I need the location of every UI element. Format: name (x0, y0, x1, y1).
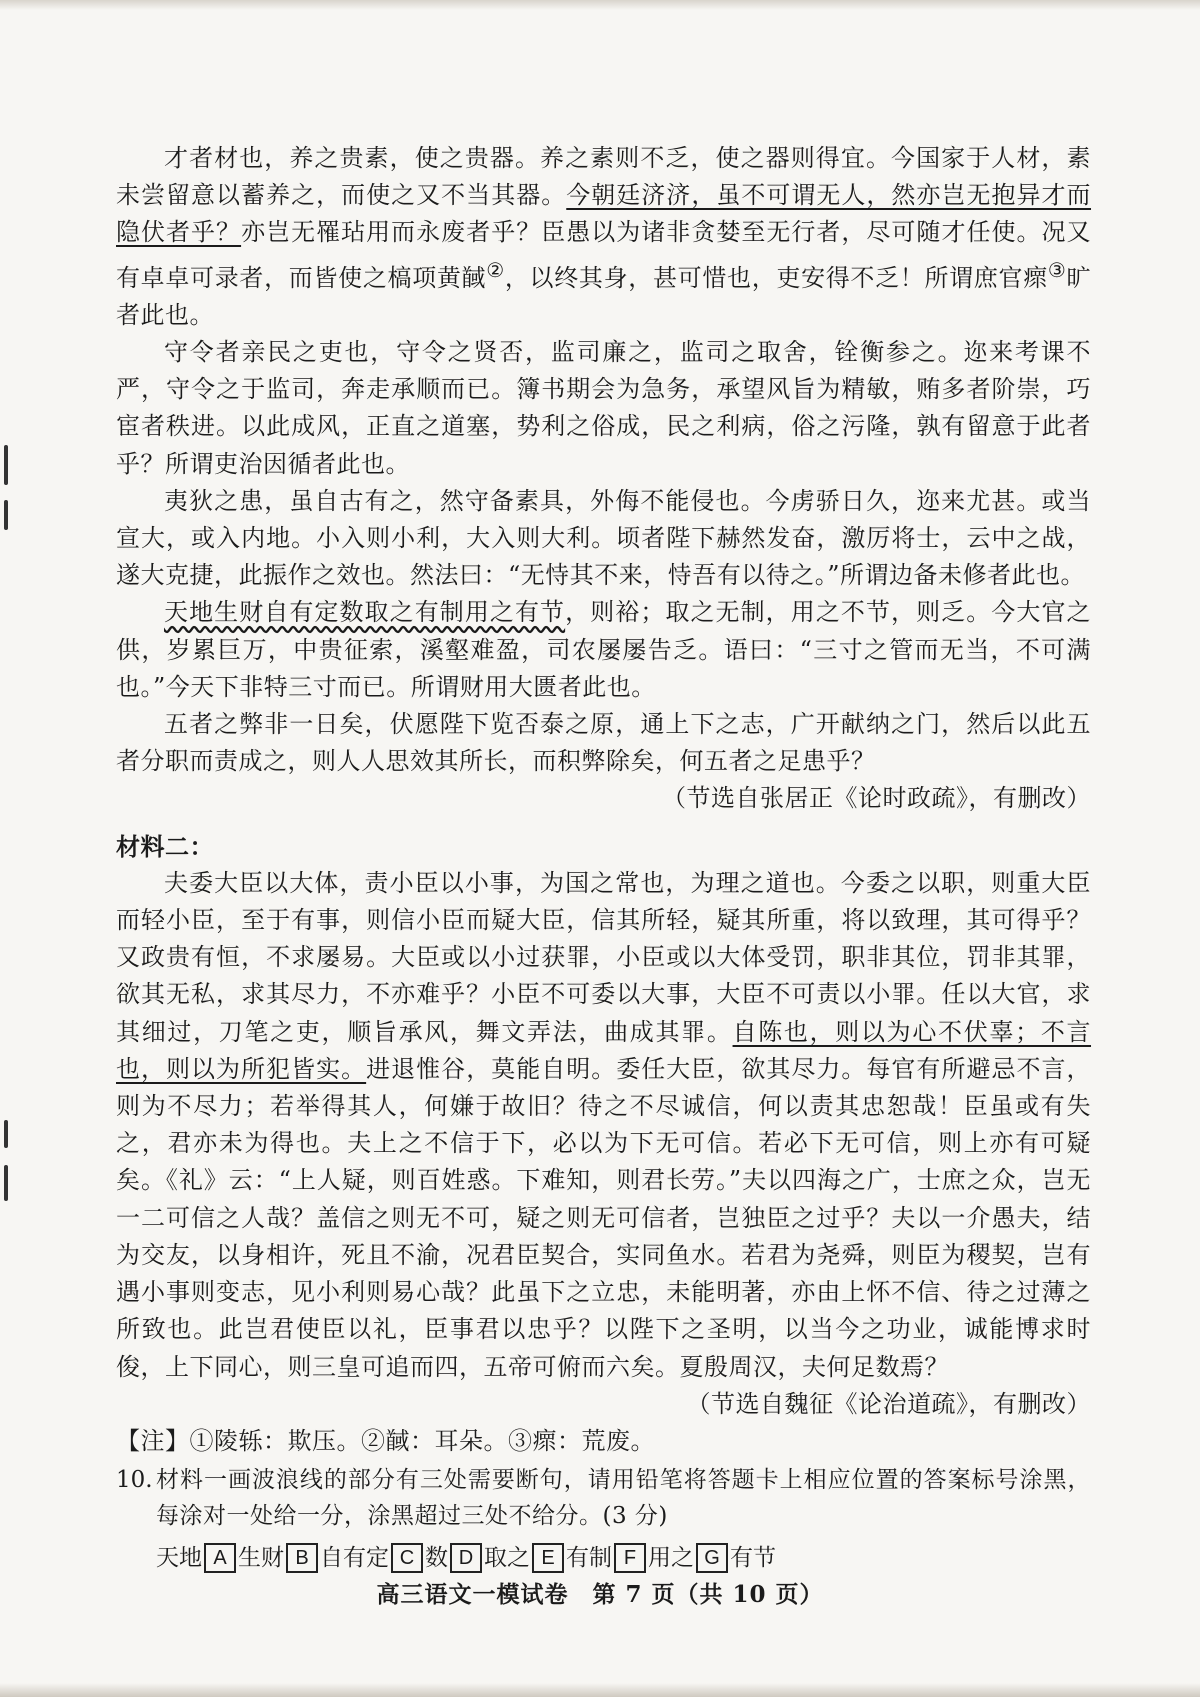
text-segment: 取之 (484, 1545, 530, 1572)
text-span: ，以终其身，甚可惜也，吏安得不乏！所谓庶官瘝 (504, 263, 1048, 292)
binder-hole-mark (4, 445, 8, 485)
binder-hole-mark (4, 1165, 8, 1201)
text-segment: 自有定 (320, 1545, 389, 1572)
text-segment: 有制 (566, 1545, 612, 1572)
text-segment: 有节 (730, 1545, 776, 1572)
footnote-ref: ③ (1047, 257, 1067, 282)
scan-edge-bottom (0, 1683, 1200, 1697)
text-span: 旷者此也。 (116, 263, 1092, 329)
text-span: 夫委大臣以大体，责小臣以小事，为国之常也，为理之道也。今委之以职，则重大臣而轻小臣，至于有事，则信小臣而疑大臣，信其所轻，疑其所重，将以致理，其可得乎？又政贵有恒，不求屡易。大臣或以小过获罪，小臣或以大体受罚，职非其位，罚非其罪，欲其无私，求其尽力，不亦难乎？小臣不可委以大事，大臣不可责以小罪。任以大官，求其细过，刀笔之吏，顺旨承风，舞文弄法，曲成其罪。 (116, 868, 1091, 1046)
binder-hole-mark (4, 1120, 8, 1148)
text-segment: 生财 (238, 1545, 284, 1572)
question-10 (116, 1462, 1091, 1534)
material1-paragraph-5: 五者之弊非一日矣，伏愿陛下览否泰之原，通上下之志，广开献纳之门，然后以此五者分职而责成之，则人人思效其所长，而积弊除矣，何五者之足患乎？ (116, 710, 1091, 776)
text-span: 进退惟谷，莫能自明。委任大臣，欲其尽力。每官有所避忌不言，则为不尽力；若举得其人，何嫌于故旧？待之不尽诚信，何以责其忠恕哉！臣虽或有失之，君亦未为得也。夫上之不信于下，必以为下无可信。若必下无可信，则上亦有可疑矣。《礼》云：“上人疑，则百姓惑。下难知，则君长劳。”夫以四海之广，士庶之众，岂无一二可信之人哉？盖信之则无不可，疑之则无可信者，岂独臣之过乎？夫以一介愚夫，结为交友，以身相许，死且不渝，况君臣契合，实同鱼水。若君为尧舜，则臣为稷契，岂有遇小事则变志，见小利则易心哉？此虽下之立忠，未能明著，亦由上怀不信、待之过薄之所致也。此岂君使臣以礼，臣事君以忠乎？以陛下之圣明，以当今之功业，诚能博求时俊，上下同心，则三皇可追而四，五帝可俯而六矣。夏殷周汉，夫何足数焉？ (116, 1054, 1092, 1381)
material1-paragraph-2: 守令者亲民之吏也，守令之贤否，监司廉之，监司之取舍，铨衡参之。迩来考课不严，守令之于监司，奔走承顺而已。簿书期会为急务，承望风旨为精敏，贿多者阶崇，巧宦者秩进。以此成风，正直之道塞，势利之俗成，民之利病，俗之污隆，孰有留意于此者乎？所谓吏治因循者此也。 (116, 338, 1091, 478)
material2-source: （节选自魏征《论治道疏》，有删改） (686, 1389, 1091, 1418)
text-segment: 数 (425, 1545, 448, 1572)
answer-box-e[interactable]: E (532, 1543, 564, 1573)
text-segment: 天地 (156, 1545, 202, 1572)
material1-paragraph-4 (116, 594, 1091, 706)
text-span: ，则裕；取之无制，用之不节，则乏。今大官之供，岁累巨万，中贵征索，溪壑难盈，司农屡屡告乏。语曰：“三寸之管而无当，不可满也。”今天下非特三寸而已。所谓财用大匮者此也。 (116, 598, 1092, 701)
answer-box-f[interactable]: F (614, 1543, 646, 1573)
binder-hole-mark (4, 500, 8, 530)
underlined-sentence: 自陈也，则以为心不伏辜；不言也，则以为所犯皆实。 (116, 1017, 1092, 1083)
material1-source: （节选自张居正《论时政疏》，有删改） (662, 784, 1091, 813)
answer-box-c[interactable]: C (391, 1543, 423, 1573)
material1-paragraph-3: 夷狄之患，虽自古有之，然守备素具，外侮不能侵也。今虏骄日久，迩来尤甚。或当宣大，或入内地。小入则小利，大入则大利。顷者陛下赫然发奋，激厉将士，云中之战，遂大克捷，此振作之效也。然法曰：“无恃其不来，恃吾有以待之。”所谓边备未修者此也。 (116, 486, 1091, 590)
answer-box-d[interactable]: D (450, 1543, 482, 1573)
answer-box-b[interactable]: B (286, 1543, 318, 1573)
material1-paragraph-1 (116, 140, 1091, 334)
answer-box-g[interactable]: G (696, 1543, 728, 1573)
answer-box-a[interactable]: A (204, 1543, 236, 1573)
material2-paragraph (116, 865, 1091, 1386)
question-text: 材料一画波浪线的部分有三处需要断句，请用铅笔将答题卡上相应位置的答案标号涂黑，每涂对一处给一分，涂黑超过三处不给分。(3 分) (156, 1467, 1091, 1530)
question-body (156, 1462, 1091, 1534)
question-number: 10. (116, 1467, 153, 1494)
text-span: 亦岂无罹玷用而永废者乎？臣愚以为诸非贪婪至无行者，尽可随才任使。况又有卓卓可录者，而皆使之槁项黄馘 (116, 218, 1092, 292)
underlined-sentence: 今朝廷济济，虽不可谓无人，然亦岂无抱异才而隐伏者乎？ (116, 181, 1092, 247)
wavy-underlined-phrase: 天地生财自有定数取之有制用之有节 (164, 598, 566, 627)
footnote-ref: ② (486, 257, 505, 282)
text-column (116, 140, 1091, 1576)
sentence-break-options (116, 1540, 1091, 1576)
text-segment: 用之 (648, 1545, 694, 1572)
scan-edge-top (0, 0, 1200, 10)
text-span: 才者材也，养之贵素，使之贵器。养之素则不乏，使之器则得宜。今国家于人材，素未尝留意以蓄养之，而使之又不当其器。 (116, 144, 1091, 210)
annotation-note: 【注】①陵轹：欺压。②馘：耳朵。③瘝：荒废。 (116, 1426, 655, 1455)
material2-heading: 材料二： (116, 831, 214, 861)
page-footer: 高三语文一模试卷 第 7 页（共 10 页） (376, 1581, 824, 1608)
